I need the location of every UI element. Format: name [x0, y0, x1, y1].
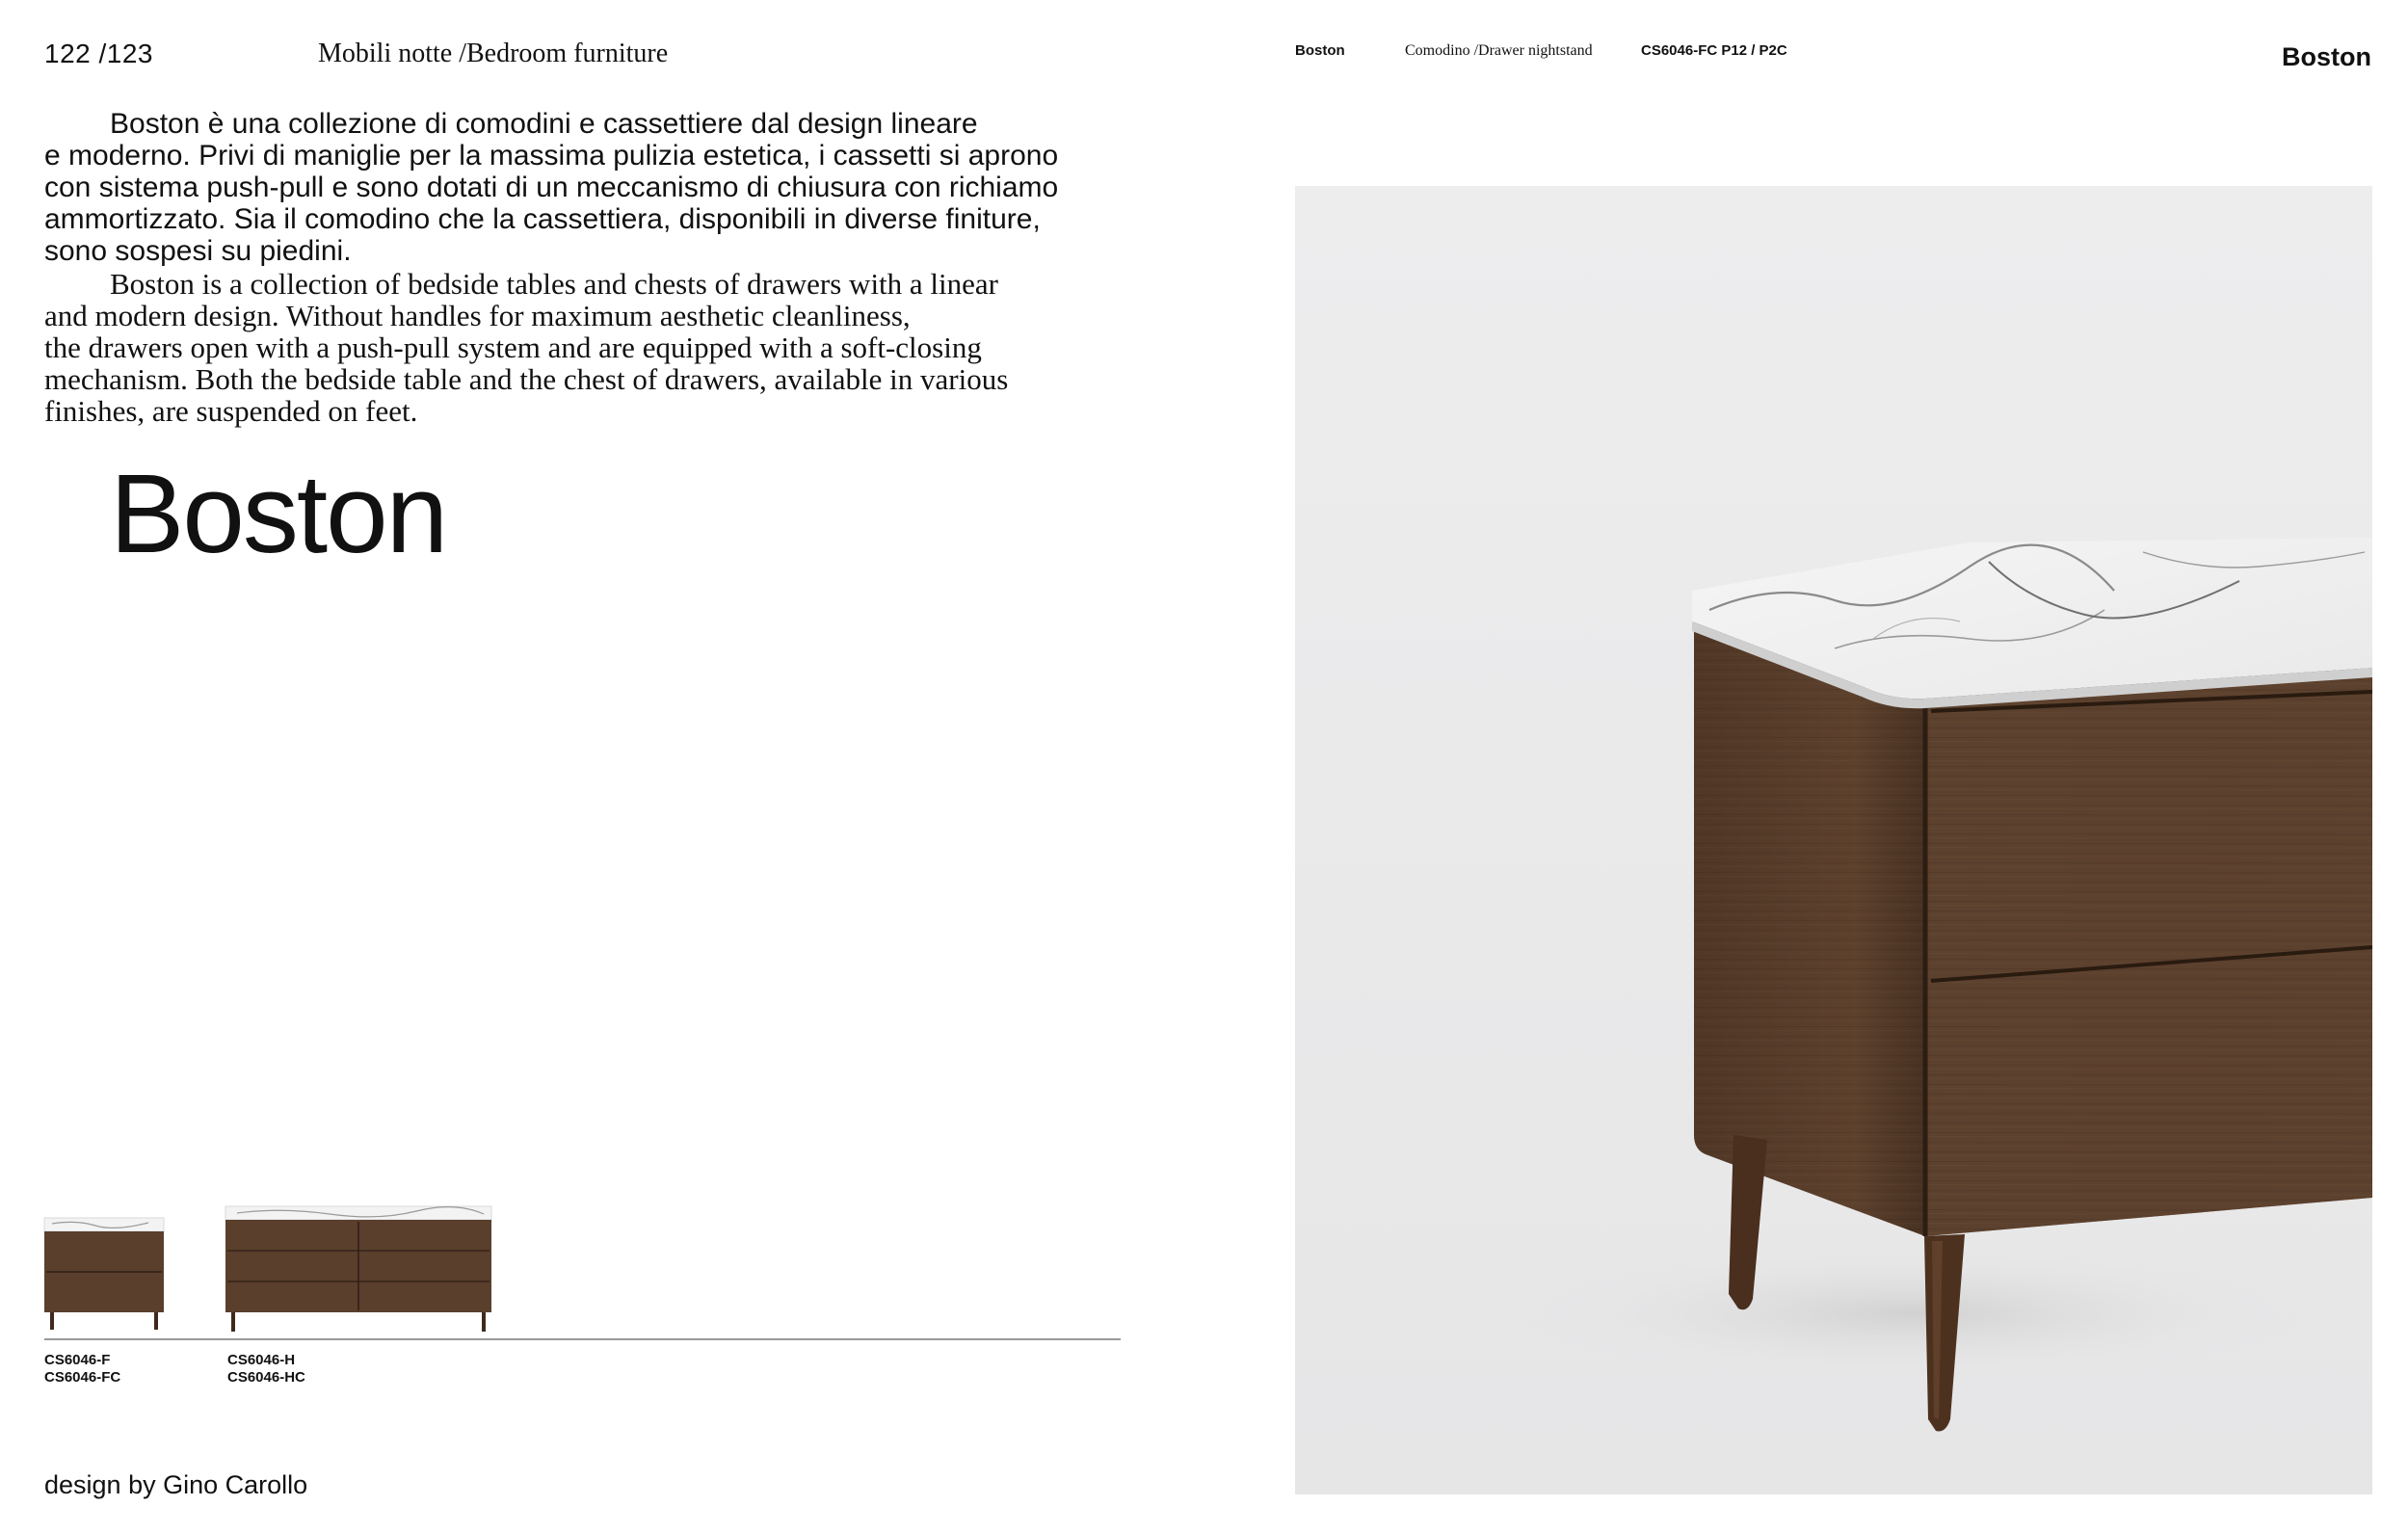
- paragraph-line: the drawers open with a push-pull system and are equipped with a soft-closing: [44, 330, 982, 364]
- divider-line: [44, 1338, 1121, 1340]
- product-photo: [1295, 186, 2372, 1494]
- paragraph-line: finishes, are suspended on feet.: [44, 394, 418, 428]
- product-code: CS6046-HC: [227, 1369, 305, 1386]
- nightstand-thumbnail: [42, 1214, 168, 1334]
- nightstand-photo-illustration: [1295, 186, 2372, 1494]
- intro-paragraph-english: [44, 268, 1104, 427]
- product-code: CS6046-H: [227, 1352, 296, 1368]
- header-product-type: Comodino /Drawer nightstand: [1405, 42, 1593, 59]
- paragraph-line: ammortizzato. Sia il comodino che la cassettiera, disponibili in diverse finiture,: [44, 203, 1041, 235]
- section-title: Mobili notte /Bedroom furniture: [318, 39, 669, 68]
- product-code: CS6046-FC: [44, 1369, 121, 1386]
- paragraph-line: con sistema push-pull e sono dotati di un meccanismo di chiusura con richiamo: [44, 172, 1059, 203]
- paragraph-line: Boston è una collezione di comodini e cassettiere dal design lineare: [110, 108, 978, 140]
- intro-paragraph-italian: [44, 108, 1104, 267]
- header-title: Boston: [2282, 42, 2371, 71]
- paragraph-line: sono sospesi su piedini.: [44, 235, 352, 267]
- collection-title: Boston: [110, 451, 447, 576]
- designer-credit: design by Gino Carollo: [44, 1470, 308, 1499]
- chest-of-drawers-thumbnail: [224, 1202, 493, 1334]
- paragraph-line: mechanism. Both the bedside table and the chest of drawers, available in various: [44, 362, 1009, 396]
- header-product-code: CS6046-FC P12 / P2C: [1641, 42, 1787, 59]
- product-codes-nightstand: [44, 1352, 120, 1387]
- paragraph-line: Boston is a collection of bedside tables and chests of drawers with a linear: [110, 267, 998, 301]
- paragraph-line: and modern design. Without handles for maximum aesthetic cleanliness,: [44, 299, 911, 332]
- page-numbers: 122 /123: [44, 39, 153, 68]
- header-brand: Boston: [1295, 42, 1345, 59]
- product-codes-chest: [227, 1352, 305, 1387]
- product-code: CS6046-F: [44, 1352, 111, 1368]
- paragraph-line: e moderno. Privi di maniglie per la massima pulizia estetica, i cassetti si aprono: [44, 140, 1059, 172]
